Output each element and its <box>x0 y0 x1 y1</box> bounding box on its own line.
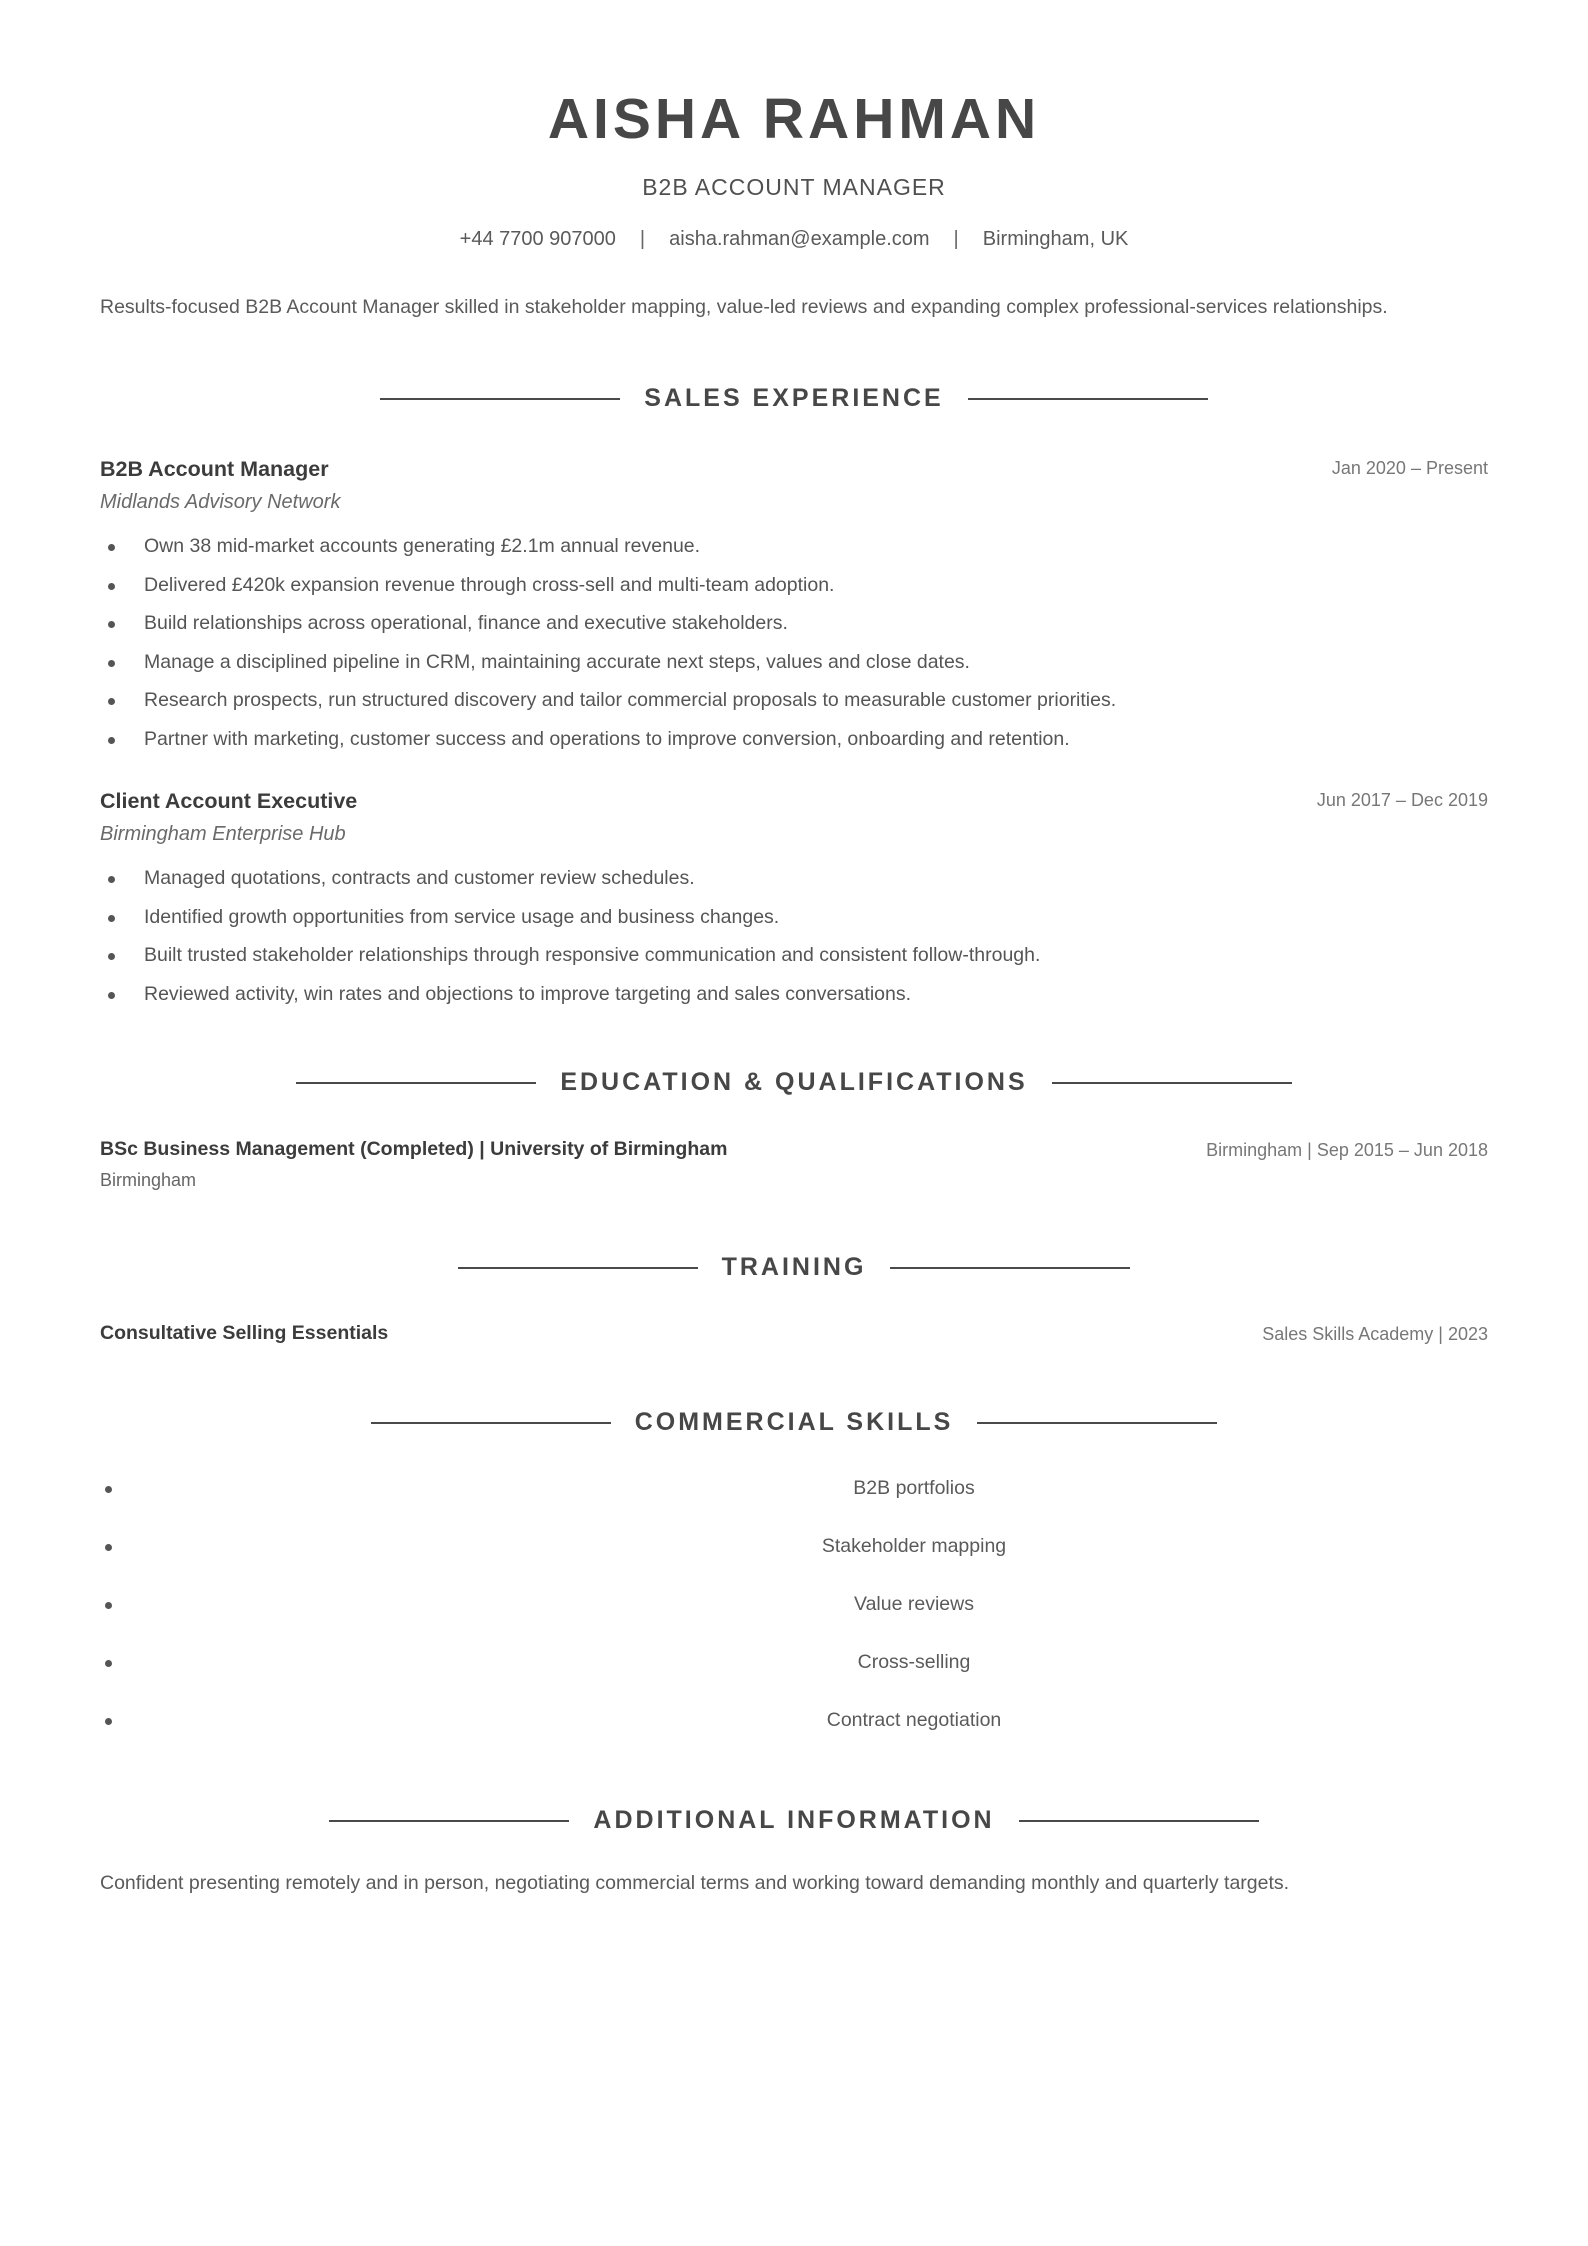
list-item: Partner with marketing, customer success and operations to improve conversion, onboarding and retention. <box>100 725 1116 764</box>
list-item: Built trusted stakeholder relationships through responsive communication and consistent follow-through. <box>100 941 1040 980</box>
location: Birmingham, UK <box>982 228 1129 250</box>
section-title: EDUCATION & QUALIFICATIONS <box>560 1068 1028 1096</box>
skill-item: Contract negotiation <box>100 1706 1488 1764</box>
section-heading-training <box>0 1253 1588 1282</box>
job-bullets <box>100 532 1116 763</box>
section-heading-skills <box>0 1408 1588 1437</box>
job-dates: Jun 2017 – Dec 2019 <box>1316 790 1488 810</box>
heading-rule <box>1052 1082 1292 1084</box>
job-company: Midlands Advisory Network <box>100 491 341 513</box>
section-heading-experience <box>0 384 1588 413</box>
job-company: Birmingham Enterprise Hub <box>100 823 346 845</box>
candidate-name: AISHA RAHMAN <box>547 87 1041 151</box>
heading-rule <box>329 1820 569 1822</box>
section-title: SALES EXPERIENCE <box>644 384 944 412</box>
job-title: Client Account Executive <box>100 789 358 813</box>
heading-rule <box>371 1422 611 1424</box>
skills-list <box>100 1474 1488 1764</box>
list-item: Manage a disciplined pipeline in CRM, maintaining accurate next steps, values and close dates. <box>100 648 1116 687</box>
list-item: Delivered £420k expansion revenue through cross-sell and multi-team adoption. <box>100 571 1116 610</box>
heading-rule <box>296 1082 536 1084</box>
section-title: ADDITIONAL INFORMATION <box>593 1806 995 1834</box>
list-item: Build relationships across operational, finance and executive stakeholders. <box>100 609 1116 648</box>
list-item: Managed quotations, contracts and customer review schedules. <box>100 864 1040 903</box>
section-heading-education <box>0 1068 1588 1097</box>
heading-rule <box>890 1267 1130 1269</box>
training-meta: Sales Skills Academy | 2023 <box>1262 1324 1488 1344</box>
skill-item: B2B portfolios <box>100 1474 1488 1532</box>
education-location: Birmingham <box>100 1170 197 1190</box>
heading-rule <box>968 398 1208 400</box>
list-item: Own 38 mid-market accounts generating £2.1m annual revenue. <box>100 532 1116 571</box>
education-meta: Birmingham | Sep 2015 – Jun 2018 <box>1206 1140 1488 1160</box>
job-title: B2B Account Manager <box>100 457 329 481</box>
profile-summary: Results-focused B2B Account Manager skilled in stakeholder mapping, value-led reviews and expanding complex professional-services relationships. <box>100 296 1388 318</box>
skill-item: Stakeholder mapping <box>100 1532 1488 1590</box>
heading-rule <box>458 1267 698 1269</box>
heading-rule <box>380 398 620 400</box>
section-title: TRAINING <box>721 1253 867 1281</box>
candidate-role: B2B ACCOUNT MANAGER <box>642 174 946 200</box>
section-heading-additional <box>0 1806 1588 1835</box>
skill-item: Value reviews <box>100 1590 1488 1648</box>
list-item: Research prospects, run structured discovery and tailor commercial proposals to measurable customer priorities. <box>100 686 1116 725</box>
education-title: BSc Business Management (Completed) | University of Birmingham <box>100 1138 728 1160</box>
list-item: Identified growth opportunities from service usage and business changes. <box>100 903 1040 942</box>
contact-separator: | <box>639 228 646 250</box>
contact-separator: | <box>953 228 959 250</box>
heading-rule <box>977 1422 1217 1424</box>
job-dates: Jan 2020 – Present <box>1331 458 1488 478</box>
job-bullets <box>100 864 1040 1018</box>
section-title: COMMERCIAL SKILLS <box>634 1408 954 1436</box>
email-address: aisha.rahman@example.com <box>669 228 930 250</box>
training-title: Consultative Selling Essentials <box>100 1322 389 1344</box>
phone-number: +44 7700 907000 <box>459 228 616 250</box>
heading-rule <box>1019 1820 1259 1822</box>
additional-information: Confident presenting remotely and in person, negotiating commercial terms and working toward demanding monthly and quarterly targets. <box>100 1872 1290 1894</box>
contact-line <box>0 228 1588 251</box>
list-item: Reviewed activity, win rates and objections to improve targeting and sales conversations. <box>100 980 1040 1019</box>
skill-item: Cross-selling <box>100 1648 1488 1706</box>
